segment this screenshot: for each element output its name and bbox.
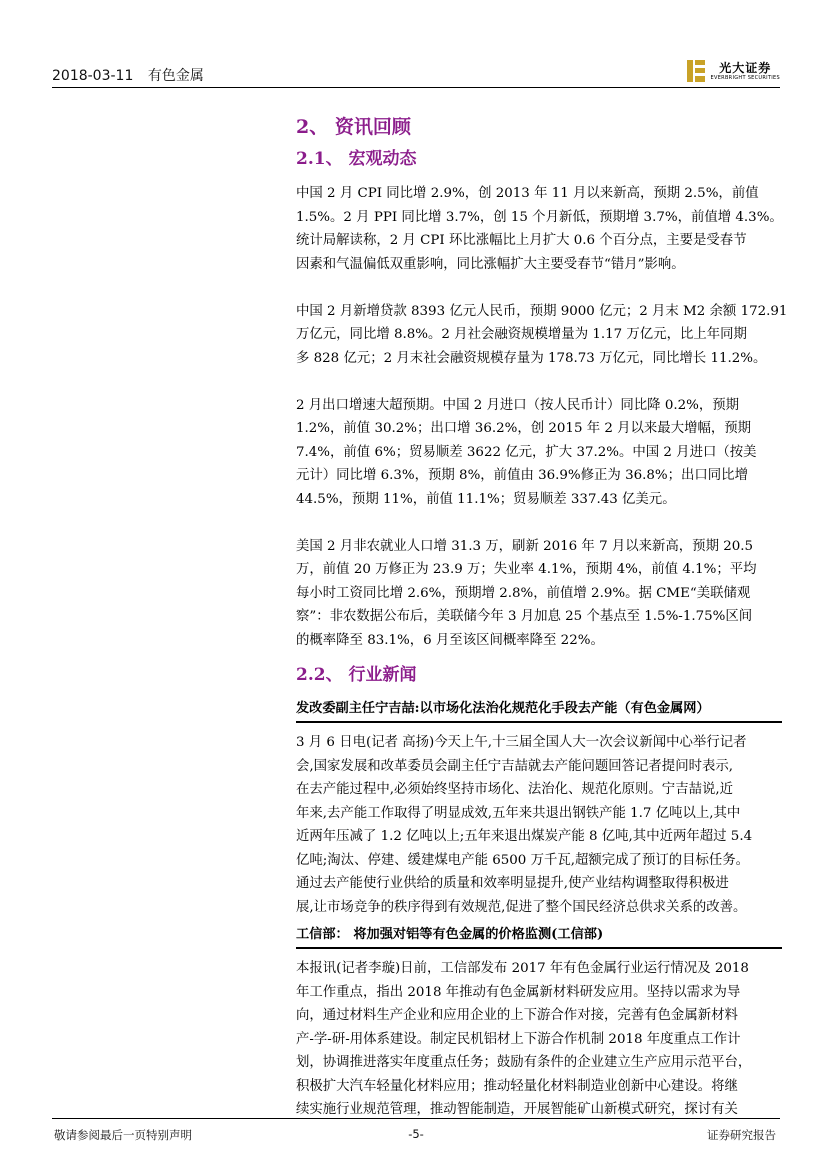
- paragraph-credit: [296, 300, 788, 371]
- logo-text-en: EVERBRIGHT SECURITIES: [710, 74, 780, 81]
- text-line: 因素和气温偏低双重影响，同比涨幅扩大主要受春节“错月”影响。: [296, 256, 685, 272]
- section-heading-industry: 2.2、 行业新闻: [296, 665, 417, 685]
- text-line: 积极扩大汽车轻量化材料应用；推动轻量化材料制造业创新中心建设。将继: [296, 1078, 738, 1094]
- text-line: 1.2%，前值 30.2%；出口增 36.2%，创 2015 年 2 月以来最大增幅，预期: [296, 421, 752, 436]
- text-line: 7.4%，前值 6%；贸易顺差 3622 亿元，扩大 37.2%。中国 2 月进口（按美: [296, 444, 757, 460]
- paragraph-cpi: [296, 182, 782, 276]
- text-line: 3 月 6 日电(记者 高扬)今天上午,十三届全国人大一次会议新闻中心举行记者: [296, 735, 747, 750]
- text-line: 在去产能过程中,必须始终坚持市场化、法治化、规范化原则。宁吉喆说,近: [296, 782, 734, 797]
- header-rule: [52, 87, 780, 88]
- text-line: 续实施行业规范管理，推动智能制造，开展智能矿山新模式研究，探讨有关: [296, 1102, 738, 1117]
- report-date: 2018-03-11: [52, 68, 134, 84]
- page-header: [52, 57, 780, 87]
- text-line: 察”：非农数据公布后，美联储今年 3 月加息 25 个基点至 1.5%-1.75%区间: [296, 609, 753, 624]
- text-line: 产-学-研-用体系建设。制定民机铝材上下游合作机制 2018 年度重点工作计: [296, 1031, 741, 1047]
- text-line: 向，通过材料生产企业和应用企业的上下游合作对接，完善有色金属新材料: [296, 1008, 738, 1023]
- text-line: 会,国家发展和改革委员会副主任宁吉喆就去产能问题回答记者提问时表示,: [296, 758, 734, 774]
- text-line: 近两年压减了 1.2 亿吨以上;五年来退出煤炭产能 8 亿吨,其中近两年超过 5.4: [296, 829, 753, 844]
- company-logo: [685, 57, 780, 85]
- text-line: 中国 2 月新增贷款 8393 亿元人民币，预期 9000 亿元；2 月末 M2 余额 172.91: [296, 303, 788, 319]
- section-heading-news-review: 2、 资讯回顾: [296, 116, 411, 138]
- text-line: 本报讯(记者李璇)日前，工信部发布 2017 年有色金属行业运行情况及 2018: [296, 961, 749, 976]
- text-line: 统计局解读称，2 月 CPI 环比涨幅比上月扩大 0.6 个百分点，主要是受春节: [296, 233, 747, 248]
- text-line: 展,让市场竞争的秩序得到有效规范,促进了整个国民经济总供求关系的改善。: [296, 899, 747, 915]
- report-sector: 有色金属: [147, 68, 204, 84]
- paragraph-trade: [296, 394, 782, 512]
- logo-text-cn: 光大证券: [719, 60, 772, 75]
- article-title-capacity: 发改委副主任宁吉喆:以市场化法治化规范化手段去产能（有色金属网）: [296, 698, 782, 723]
- page-content: [296, 100, 788, 1122]
- footer-doc-type: 证券研究报告: [707, 1128, 776, 1142]
- text-line: 年来,去产能工作取得了明显成效,五年来共退出钢铁产能 1.7 亿吨以上,其中: [296, 805, 741, 821]
- page-number: -5-: [408, 1127, 424, 1141]
- article-body-miit: [296, 957, 782, 1122]
- paragraph-us-payrolls: [296, 535, 782, 653]
- text-line: 划，协调推进落实年度重点任务；鼓励有条件的企业建立生产应用示范平台，: [296, 1055, 752, 1070]
- logo-icon: [685, 58, 707, 84]
- text-line: 2 月出口增速大超预期。中国 2 月进口（按人民币计）同比降 0.2%，预期: [296, 397, 740, 413]
- text-line: 通过去产能使行业供给的质量和效率明显提升,使产业结构调整取得积极进: [296, 876, 729, 891]
- text-line: 44.5%，预期 11%，前值 11.1%；贸易顺差 337.43 亿美元。: [296, 491, 676, 507]
- page-footer: [52, 1127, 780, 1147]
- text-line: 万亿元，同比增 8.8%。2 月社会融资规模增量为 1.17 万亿元，比上年同期: [296, 327, 747, 342]
- text-line: 美国 2 月非农就业人口增 31.3 万，刷新 2016 年 7 月以来新高，预期 20.5: [296, 538, 754, 554]
- text-line: 的概率降至 83.1%，6 月至该区间概率降至 22%。: [296, 632, 604, 648]
- text-line: 亿吨;淘汰、停建、缓建煤电产能 6500 万千瓦,超额完成了预订的目标任务。: [296, 852, 750, 868]
- text-line: 中国 2 月 CPI 同比增 2.9%，创 2013 年 11 月以来新高，预期 2.5%，前值: [296, 186, 759, 201]
- section-heading-macro: 2.1、 宏观动态: [296, 149, 417, 169]
- article-body-capacity: [296, 731, 782, 919]
- text-line: 元计）同比增 6.3%，预期 8%，前值由 36.9%修正为 36.8%；出口同比增: [296, 468, 748, 483]
- header-meta: [52, 65, 214, 85]
- article-title-miit: 工信部： 将加强对铝等有色金属的价格监测(工信部): [296, 924, 782, 949]
- text-line: 年工作重点，指出 2018 年推动有色金属新材料研发应用。坚持以需求为导: [296, 984, 741, 1000]
- text-line: 多 828 亿元；2 月末社会融资规模存量为 178.73 万亿元，同比增长 11.2%。: [296, 350, 767, 366]
- text-line: 1.5%。2 月 PPI 同比增 3.7%，创 15 个月新低，预期增 3.7%，前值增 4.3%。: [296, 209, 783, 225]
- text-line: 每小时工资同比增 2.6%，预期增 2.8%，前值增 2.9%。据 CME“美联储观: [296, 585, 751, 601]
- footer-rule: [52, 1118, 780, 1119]
- footer-disclaimer: 敬请参阅最后一页特别声明: [54, 1128, 192, 1142]
- text-line: 万，前值 20 万修正为 23.9 万；失业率 4.1%，预期 4%，前值 4.1%；平均: [296, 562, 757, 577]
